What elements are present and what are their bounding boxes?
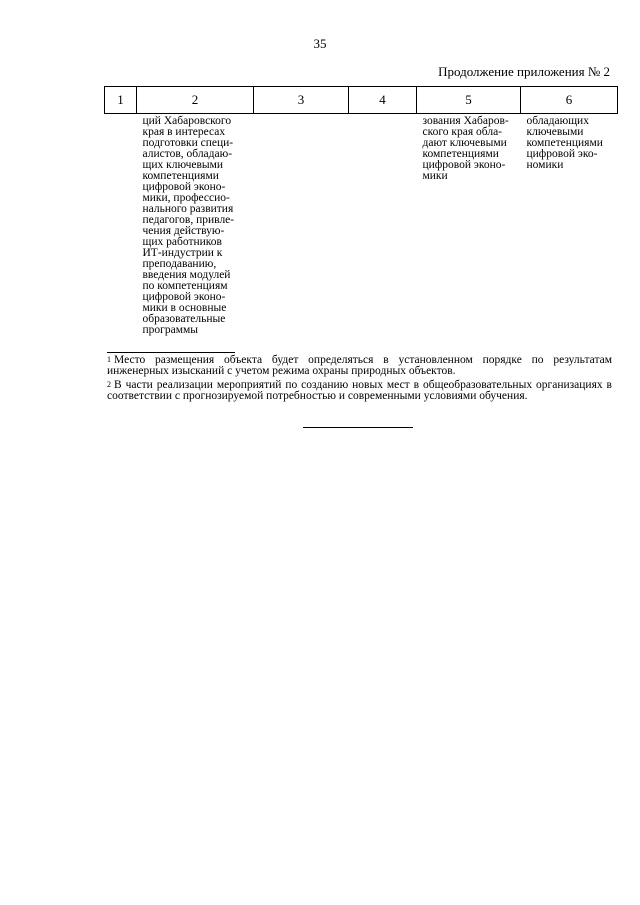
footnote-text-2: В части реализации мероприятий по созданию новых мест в общеобразовательных организациях в соответствии с прогнозируемой потребностью и современными условиями обучения.	[107, 378, 612, 403]
column-header-5: 5	[417, 87, 521, 114]
footnote-2	[107, 380, 612, 403]
end-of-document-rule	[303, 427, 413, 428]
appendix-continuation-label: Продолжение приложения № 2	[438, 64, 610, 79]
footnote-separator	[107, 352, 235, 353]
footnote-mark-1: 1	[107, 355, 111, 364]
table-header-row	[105, 87, 618, 114]
column-header-6: 6	[521, 87, 618, 114]
column-header-3: 3	[254, 87, 349, 114]
table-row	[105, 114, 618, 337]
column-header-4: 4	[349, 87, 417, 114]
page-number: 35	[313, 36, 327, 51]
table-cell-col-3	[254, 114, 349, 337]
table-cell-col-6: обладающих ключевыми компетенциями цифровой эко- номики	[526, 115, 603, 171]
appendix-table	[104, 86, 618, 336]
column-header-1: 1	[105, 87, 137, 114]
footnote-mark-2: 2	[107, 379, 111, 389]
footnotes	[107, 355, 612, 405]
table-cell-col-4	[349, 114, 417, 337]
table-cell-col-2: ций Хабаровского края в интересах подготовки специ- алистов, обладаю- щих ключевыми компетенциями цифровой эконо- мики, профессио- нального развития педагогов, привле- чения действую- щих работников ИТ-индустрии к преподаванию, введения модулей по компетенциям цифровой эконо- мики в основные образовательные программы	[142, 115, 235, 336]
table-cell-col-5: зования Хабаров- ского края обла- дают ключевыми компетенциями цифровой эконо- мики	[422, 115, 509, 182]
column-header-2: 2	[137, 87, 254, 114]
table-cell-col-1	[105, 114, 137, 337]
footnote-1	[107, 355, 612, 378]
footnote-text-1: Место размещения объекта будет определяться в установленном порядке по результатам инженерных изысканий с учетом режима охраны природных объектов.	[107, 354, 612, 378]
